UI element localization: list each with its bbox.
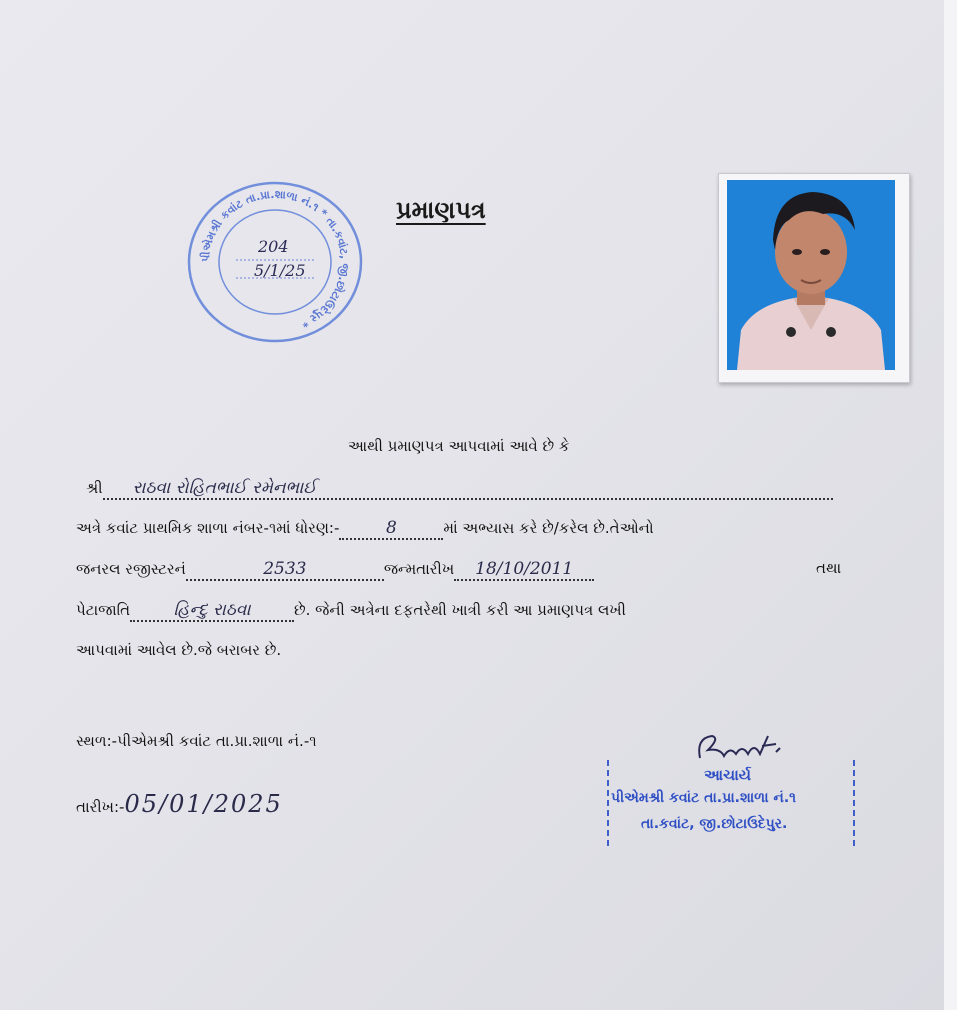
caste-suffix: છે. જેની અત્રેના દફતરેથી ખાત્રી કરી આ પ્રમાણપત્ર લખી — [294, 601, 626, 619]
register-label: જનરલ રજીસ્ટરનં — [76, 560, 186, 578]
standard-value: 8 — [385, 518, 397, 538]
caste-line — [76, 600, 626, 622]
svg-text:પીએમશ્રી કવાંટ તા.પ્રા.શાળા નં — [198, 188, 351, 330]
caste-field — [130, 600, 294, 622]
standard-suffix: માં અભ્યાસ કરે છે/કરેલ છે.તેઓનો — [443, 519, 654, 537]
intro-line: આથી પ્રમાણપત્ર આપવામાં આવે છે કે — [348, 437, 570, 455]
seal-date: 5/1/25 — [254, 261, 306, 280]
student-photo-icon — [727, 180, 895, 370]
seal-ring-text: પીએમશ્રી કવાંટ તા.પ્રા.શાળા નં.૧ * તા.કવાંટ, જી.છોટાઉદેપુર * — [198, 187, 352, 331]
closing-line: આપવામાં આવેલ છે.જે બરાબર છે. — [76, 641, 282, 659]
principal-stamp — [607, 760, 855, 846]
name-field — [103, 478, 833, 500]
register-field — [186, 559, 384, 581]
place-line: સ્થળ:-પીએમશ્રી કવાંટ તા.પ્રા.શાળા નં.-૧ — [76, 732, 317, 750]
standard-prefix: અત્રે કવાંટ પ્રાથમિક શાળા નંબર-૧માં ધોરણ:- — [76, 519, 340, 537]
paper-edge — [944, 0, 957, 1010]
date-line — [76, 790, 283, 818]
photo-frame — [718, 173, 910, 383]
date-value: 05/01/2025 — [124, 790, 283, 818]
caste-label: પેટાજાતિ — [76, 601, 131, 619]
stamp-line-2: તા.કવાંટ, જી.છોટાઉદેપુર. — [641, 816, 788, 832]
caste-value: હિન્દુ રાઠવા — [173, 600, 251, 620]
register-value: 2533 — [263, 559, 307, 579]
seal-number: 204 — [258, 237, 289, 256]
name-value: રાઠવા રોહિતભાઈ રમેનભાઈ — [132, 478, 317, 498]
standard-field — [339, 518, 443, 540]
stamp-line-1: પીએમશ્રી કવાંટ તા.પ્રા.શાળા નં.૧ — [611, 790, 797, 806]
and-word: તથા — [816, 559, 842, 577]
principal-title: આચાર્ય — [704, 766, 752, 784]
dob-value: 18/10/2011 — [475, 559, 574, 579]
school-seal — [186, 180, 364, 344]
date-label: તારીખ:- — [76, 798, 125, 816]
page-title: પ્રમાણપત્ર — [396, 196, 486, 224]
register-line — [76, 559, 842, 581]
name-prefix: શ્રી — [86, 479, 103, 497]
dob-label: જન્મતારીખ — [383, 560, 455, 578]
name-line — [86, 478, 833, 500]
standard-line — [76, 518, 654, 540]
dob-field — [454, 559, 594, 581]
